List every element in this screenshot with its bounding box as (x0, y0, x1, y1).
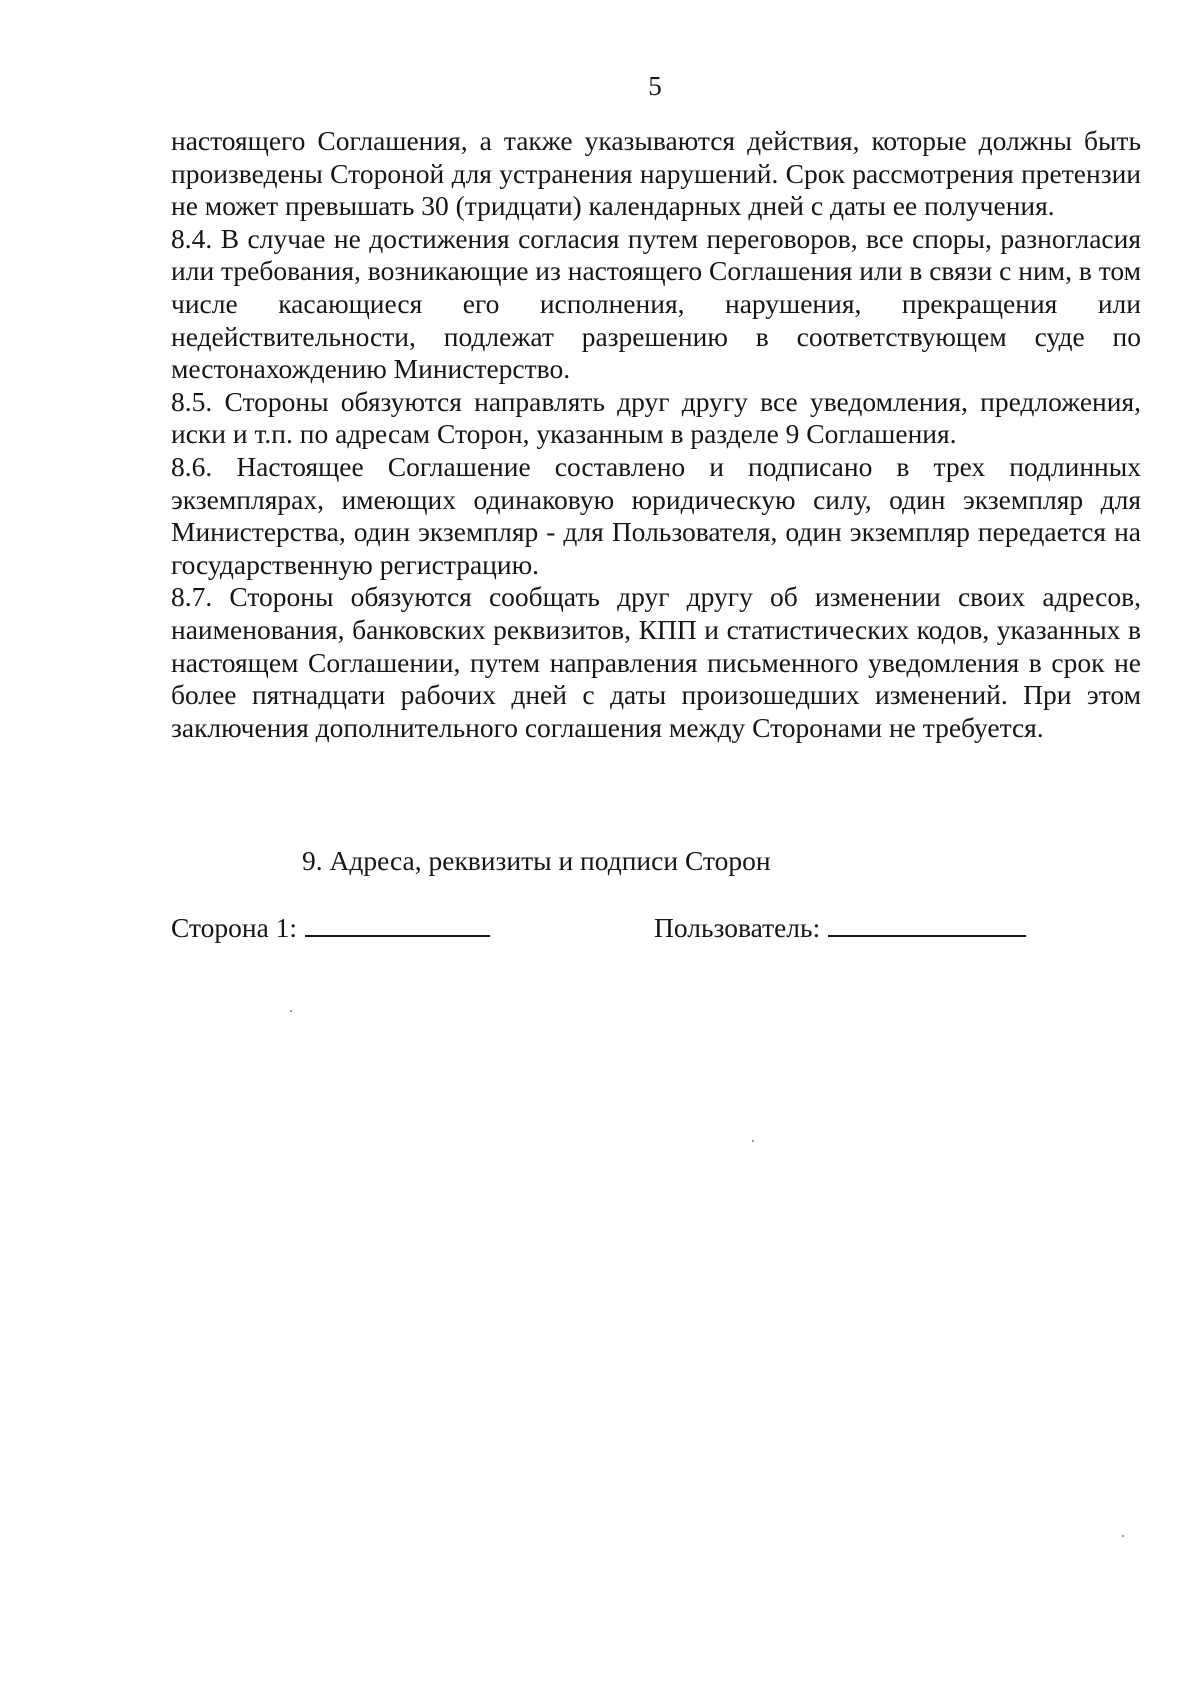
user-label: Пользователь: (654, 912, 821, 943)
paragraph-8-4: 8.4. В случае не достижения согласия путем переговоров, все споры, разногласия или требования, возникающие из настоящего Соглашения или в связи с ним, в том числе касающиеся его исполнения, нарушения, прекращения или недействительности, подлежат разрешению в соответствующем суде по местонахождению Министерство. (171, 222, 1141, 385)
party1-label: Сторона 1: (171, 912, 298, 943)
party1-signature-line (305, 913, 490, 937)
section-9-title: 9. Адреса, реквизиты и подписи Сторон (302, 845, 771, 876)
user-signature-block (654, 912, 1026, 944)
scan-speck (752, 1140, 754, 1142)
paragraph-claim-continuation: настоящего Соглашения, а также указываются действия, которые должны быть произведены Стороной для устранения нарушений. Срок рассмотрения претензии не может превышать 30 (тридцати) календарных дней с даты ее получения. (171, 125, 1141, 222)
page-number: 5 (648, 71, 662, 101)
scan-speck (290, 1010, 292, 1012)
user-signature-line (828, 913, 1026, 937)
paragraph-8-7: 8.7. Стороны обязуются сообщать друг другу об изменении своих адресов, наименования, банковских реквизитов, КПП и статистических кодов, указанных в настоящем Соглашении, путем направления письменного уведомления в срок не более пятнадцати рабочих дней с даты произошедших изменений. При этом заключения дополнительного соглашения между Сторонами не требуется. (171, 581, 1141, 743)
scan-speck (1122, 1535, 1124, 1537)
paragraph-8-5: 8.5. Стороны обязуются направлять друг другу все уведомления, предложения, иски и т.п. по адресам Сторон, указанным в разделе 9 Соглашения. (171, 385, 1141, 450)
paragraph-8-6: 8.6. Настоящее Соглашение составлено и подписано в трех подлинных экземплярах, имеющих одинаковую юридическую силу, один экземпляр для Министерства, один экземпляр - для Пользователя, один экземпляр передается на государственную регистрацию. (171, 450, 1141, 580)
document-body (171, 125, 1141, 744)
party1-signature-block (171, 912, 490, 944)
